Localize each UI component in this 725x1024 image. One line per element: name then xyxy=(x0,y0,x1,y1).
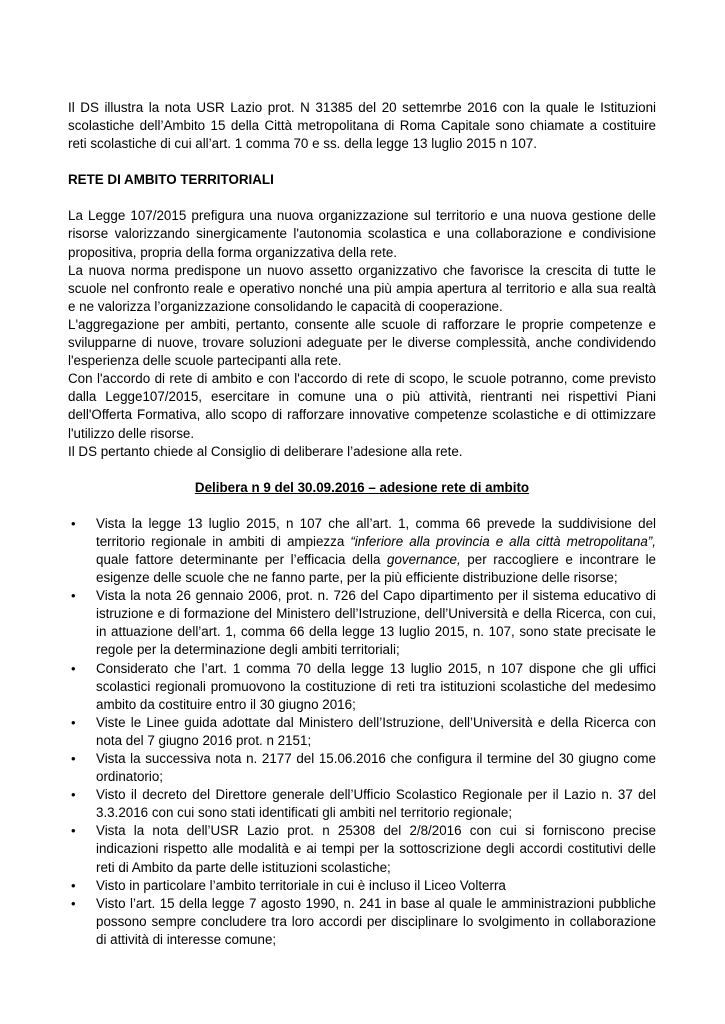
bullet-icon: • xyxy=(71,588,76,604)
list-item xyxy=(68,895,656,949)
item-term: governance, xyxy=(387,551,461,567)
item-text: Visto l’art. 15 della legge 7 agosto 1990, n. 241 in base al quale le amministrazioni pubbliche possono sempre concludere tra loro accordi per disciplinare lo svolgimento in collaborazione di attività di interesse comune; xyxy=(96,895,656,947)
bullet-icon: • xyxy=(71,823,76,839)
item-text: Vista la nota dell’USR Lazio prot. n 25308 del 2/8/2016 con cui si forniscono precise indicazioni rispetto alle modalità e ai tempi per la sottoscrizione degli accordi costitutivi delle reti di Ambito da parte delle istituzioni scolastiche; xyxy=(96,823,656,875)
delibera-list xyxy=(68,515,656,949)
intro-paragraph: Il DS illustra la nota USR Lazio prot. N 31385 del 20 settemrbe 2016 con la quale le Istituzioni scolastiche dell’Ambito 15 della Città metropolitana di Roma Capitale sono chiamate a costituire reti scolastiche di cui all’art. 1 comma 70 e ss. della legge 13 luglio 2015 n 107. xyxy=(68,100,656,152)
item-text: Viste le Linee guida adottate dal Ministero dell’Istruzione, dell’Università e della Ricerca con nota del 7 giugno 2016 prot. n 2151; xyxy=(96,714,656,748)
item-text: per raccogliere e incontrare le esigenze delle scuole che ne fanno parte, per la più efficiente distribuzione delle risorse; xyxy=(96,551,656,586)
list-item xyxy=(68,877,656,895)
bullet-icon: • xyxy=(71,660,76,676)
body-paragraph: Il DS pertanto chiede al Consiglio di deliberare l’adesione alla rete. xyxy=(68,443,463,459)
list-item xyxy=(68,822,656,876)
list-item xyxy=(68,660,656,714)
bullet-icon: • xyxy=(71,895,76,911)
body-paragraph: La Legge 107/2015 prefigura una nuova organizzazione sul territorio e una nuova gestione delle risorse valorizzando sinergicamente l'autonomia scolastica e una collaborazione e condivisione propositiva, propria della forma organizzativa della rete. xyxy=(68,208,656,260)
item-text: Vista la successiva nota n. 2177 del 15.06.2016 che configura il termine del 30 giugno come ordinatorio; xyxy=(96,751,656,785)
body-paragraph: L'aggregazione per ambiti, pertanto, consente alle scuole di rafforzare le proprie competenze e svilupparne di nuove, trovare soluzioni adeguate per le diverse complessità, anche condividendo l'esperienza delle scuole partecipanti alla rete. xyxy=(68,316,656,369)
list-item xyxy=(68,714,656,750)
body-paragraph: La nuova norma predispone un nuovo assetto organizzativo che favorisce la crescita di tutte le scuole nel confronto reale e operativo nonché una più ampia apertura al territorio e alla sua realtà e ne valorizza l’organizzazione consolidando le capacità di cooperazione. xyxy=(68,262,656,314)
item-text: Visto il decreto del Direttore generale dell’Ufficio Scolastico Regionale per il Lazio n. 37 del 3.3.2016 con cui sono stati identificati gli ambiti nel territorio regionale; xyxy=(96,787,656,821)
bullet-icon: • xyxy=(71,877,76,893)
item-text: Visto in particolare l’ambito territoriale in cui è incluso il Liceo Volterra xyxy=(96,877,506,893)
list-item xyxy=(68,587,656,659)
delibera-title: Delibera n 9 del 30.09.2016 – adesione rete di ambito xyxy=(194,479,530,495)
list-item xyxy=(68,515,656,587)
body-paragraph: Con l'accordo di rete di ambito e con l'accordo di rete di scopo, le scuole potranno, come previsto dalla Legge107/2015, esercitare in comune una o più attività, rientranti nei rispettivi Piani dell'Offerta Formativa, allo scopo di rafforzare innovative competenze scolastiche e di ottimizzare l'utilizzo delle risorse. xyxy=(68,371,656,441)
bullet-icon: • xyxy=(71,787,76,803)
item-text: Vista la nota 26 gennaio 2006, prot. n. 726 del Capo dipartimento per il sistema educativo di istruzione e di formazione del Ministero dell’Istruzione, dell’Università e della Ricerca, con cui, in attuazione dell’art. 1, comma 66 della legge 13 luglio 2015, n. 107, sono state precisate le regole per la determinazione degli ambiti territoriali; xyxy=(96,588,656,658)
item-text: Vista la legge 13 luglio 2015, n 107 che all’art. 1, comma 66 prevede la suddivisione del territorio regionale in ambiti di ampiezza xyxy=(96,515,656,549)
item-quote: “inferiore alla provincia e alla città metropolitana”, xyxy=(350,533,656,549)
bullet-icon: • xyxy=(71,515,76,531)
bullet-icon: • xyxy=(71,751,76,766)
list-item xyxy=(68,750,656,786)
list-item xyxy=(68,786,656,822)
document-page xyxy=(68,99,656,949)
bullet-icon: • xyxy=(71,714,76,730)
item-text: Considerato che l’art. 1 comma 70 della legge 13 luglio 2015, n 107 dispone che gli uffici scolastici regionali promuovono la costituzione di reti tra istituzioni scolastiche del medesimo ambito da costituire entro il 30 giugno 2016; xyxy=(96,660,656,712)
item-text: quale fattore determinante per l’efficacia della xyxy=(96,551,387,567)
section-heading: RETE DI AMBITO TERRITORIALI xyxy=(68,172,274,188)
